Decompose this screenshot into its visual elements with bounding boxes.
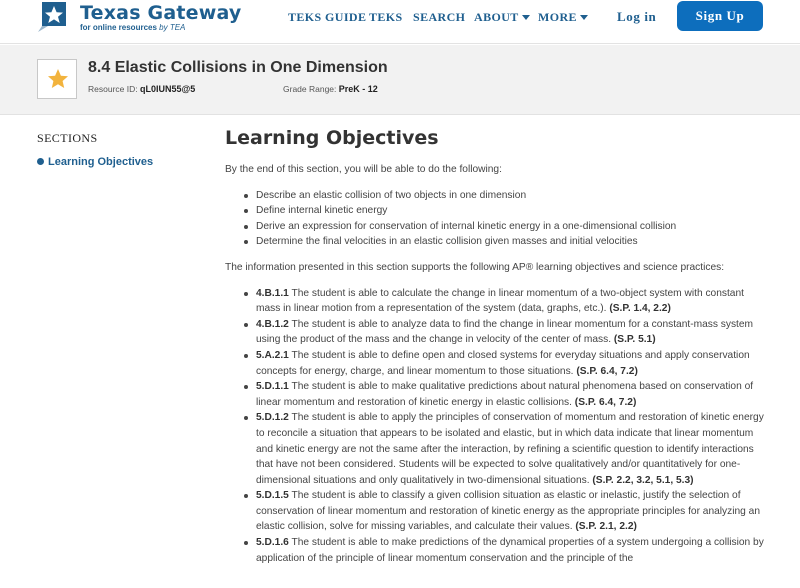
- logo-title: Texas Gateway: [80, 2, 242, 24]
- main-content: [225, 126, 765, 576]
- sections-heading: SECTIONS: [37, 131, 98, 145]
- favorite-button[interactable]: [37, 59, 77, 99]
- texas-gateway-logo[interactable]: [38, 2, 242, 32]
- nav-teks-guide[interactable]: TEKS GUIDE: [288, 10, 367, 24]
- list-item: 5.D.1.5 The student is able to classify a given collision situation as elastic or inelastic, justify the selection of conservation of linear momentum and restoration of kinetic energy as the appropriate principles for analyzing an elastic collision, solve for missing variables, and calculate their values. (S.P. 2.1, 2.2): [256, 488, 765, 535]
- resource-id: Resource ID: qL0IUN55@5: [88, 84, 196, 94]
- chevron-down-icon: [522, 15, 530, 20]
- section-heading: Learning Objectives: [225, 127, 439, 149]
- ap-intro-text: The information presented in this section supports the following AP® learning objectives and science practices:: [225, 261, 725, 273]
- top-navbar: [0, 0, 800, 44]
- list-item: 5.D.1.1 The student is able to make qualitative predictions about natural phenomena based on conservation of linear momentum and restoration of kinetic energy in elastic collisions. (S.P. 6.4, 7.2): [256, 379, 765, 410]
- star-icon: [47, 68, 69, 90]
- nav-about[interactable]: ABOUT: [474, 10, 530, 25]
- ap-objectives-list: [256, 286, 765, 567]
- grade-range: Grade Range: PreK - 12: [283, 84, 378, 94]
- resource-title: 8.4 Elastic Collisions in One Dimension: [88, 59, 388, 76]
- login-link[interactable]: Log in: [617, 9, 657, 24]
- star-logo-icon: [38, 2, 68, 32]
- sidebar-item-learning-objectives[interactable]: Learning Objectives: [37, 156, 153, 168]
- chevron-down-icon: [580, 15, 588, 20]
- nav-search[interactable]: SEARCH: [413, 10, 466, 24]
- list-item: 5.A.2.1 The student is able to define open and closed systems for everyday situations and apply conservation concepts for energy, charge, and linear momentum to those situations. (S.P. 6.4, 7.2): [256, 348, 765, 379]
- list-item: 5.D.1.6 The student is able to make predictions of the dynamical properties of a system undergoing a collision by application of the principle of linear momentum conservation and the principle of the: [256, 535, 765, 566]
- objectives-list: [256, 188, 765, 250]
- list-item: 4.B.1.1 The student is able to calculate the change in linear momentum of a two-object system with constant mass in linear motion from a representation of the system (data, graphs, etc.). (S.P. 1.4, 2.2): [256, 286, 765, 317]
- signup-button[interactable]: Sign Up: [677, 1, 763, 31]
- list-item: Derive an expression for conservation of internal kinetic energy in a one-dimensional collision: [256, 219, 765, 235]
- list-item: Define internal kinetic energy: [256, 203, 765, 219]
- nav-teks[interactable]: TEKS: [369, 10, 403, 24]
- resource-header: [0, 45, 800, 115]
- list-item: Describe an elastic collision of two objects in one dimension: [256, 188, 765, 204]
- nav-more[interactable]: MORE: [538, 10, 588, 25]
- list-item: 5.D.1.2 The student is able to apply the principles of conservation of momentum and restoration of kinetic energy to reconcile a situation that appears to be isolated and elastic, but in which data indicate that linear momentum and kinetic energy are not the same after the interaction, by refining a scientific question to identify interactions that have not been considered. Students will be expected to solve qualitatively and/or quantitatively for one-dimensional situations and only qualitatively in two-dimensional situations. (S.P. 2.2, 3.2, 5.1, 5.3): [256, 410, 765, 488]
- list-item: 4.B.1.2 The student is able to analyze data to find the change in linear momentum for a constant-mass system using the product of the mass and the change in velocity of the center of mass. (S.P. 5.1): [256, 317, 765, 348]
- logo-subtitle: for online resources by TEA: [80, 23, 186, 32]
- intro-text: By the end of this section, you will be able to do the following:: [225, 164, 502, 175]
- bullet-icon: [37, 158, 44, 165]
- list-item: Determine the final velocities in an elastic collision given masses and initial velocities: [256, 234, 765, 250]
